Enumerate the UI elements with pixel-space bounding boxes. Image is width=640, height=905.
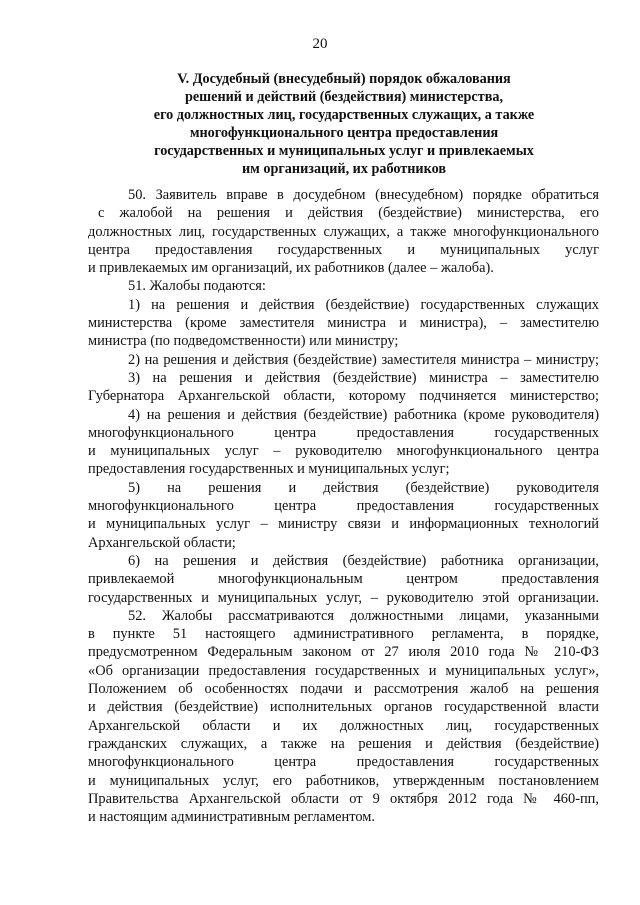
body-line: Губернатора Архангельской области, которому подчиняется министерство; [88,388,599,405]
body-line: многофункционального центра предоставления государственных [88,498,599,515]
body-line: и настоящим административным регламентом. [88,809,375,826]
heading-line: его должностных лиц, государственных служащих, а также [153,107,535,123]
body-line: 4) на решения и действия (бездействие) работника (кроме руководителя) [128,406,599,423]
body-line: многофункционального центра предоставления государственных [88,754,599,771]
body-line: привлекаемой многофункциональным центром предоставления [88,571,599,588]
body-line: Архангельской области и их должностных лиц, государственных [88,717,599,734]
body-line: Положением об особенностях подачи и рассмотрения жалоб на решения [88,681,599,698]
section-heading [88,70,600,178]
body-line: государственных и муниципальных услуг, – руководителю этой организации. [88,589,599,606]
body-line: 51. Жалобы подаются: [128,278,266,295]
heading-line: решений и действий (бездействия) министерства, [184,89,503,105]
body-line: многофункционального центра предоставления государственных [88,424,599,441]
body-line: предоставления государственных и муниципальных услуг; [88,461,450,478]
body-line: гражданских служащих, а также на решения и действия (бездействие) [88,735,599,752]
body-line: и привлекаемых им организаций, их работников (далее – жалоба). [88,260,494,277]
page-number: 20 [312,36,328,52]
body-line: 1) на решения и действия (бездействие) государственных служащих [128,296,599,313]
body-line: и муниципальных услуг – министру связи и информационных технологий [88,516,599,533]
body-line: и муниципальных услуг – руководителю многофункционального центра [88,443,599,460]
heading-line: им организаций, их работников [242,161,446,177]
body-line: 2) на решения и действия (бездействие) заместителя министра – министру; [128,351,599,368]
body-line: Архангельской области; [88,534,236,551]
heading-line: государственных и муниципальных услуг и привлекаемых [154,143,534,159]
heading-line: V. Досудебный (внесудебный) порядок обжалования [177,71,511,87]
heading-line: многофункционального центра предоставления [189,125,499,141]
body-line: 5) на решения и действия (бездействие) руководителя [128,479,599,496]
body-line: предусмотренном Федеральным законом от 27 июля 2010 года № 210-ФЗ [88,644,599,661]
body-line: в пункте 51 настоящего административного регламента, в порядке, [88,626,599,643]
body-line: министра (по подведомственности) или министру; [88,333,399,350]
body-line: и действия (бездействие) исполнительных органов государственной власти [88,699,599,716]
body-line: 52. Жалобы рассматриваются должностными лицами, указанными [128,607,599,624]
body-text [88,186,599,826]
body-line: центра предоставления государственных и муниципальных услуг [88,241,599,258]
body-line: министерства (кроме заместителя министра и министра), – заместителю [88,315,599,332]
body-line: 50. Заявитель вправе в досудебном (внесудебном) порядке обратиться [128,187,599,203]
body-line: 6) на решения и действия (бездействие) работника организации, [128,552,599,569]
body-line: «Об организации предоставления государственных и муниципальных услуг», [88,662,599,679]
body-line: Правительства Архангельской области от 9 октября 2012 года № 460-пп, [88,790,599,807]
body-line: с жалобой на решения и действия (бездействие) министерства, его [98,205,599,222]
body-line: должностных лиц, государственных служащих, а также многофункционального [88,223,599,240]
body-line: и муниципальных услуг, его работников, утвержденным постановлением [88,772,599,789]
body-line: 3) на решения и действия (бездействие) министра – заместителю [128,369,599,386]
